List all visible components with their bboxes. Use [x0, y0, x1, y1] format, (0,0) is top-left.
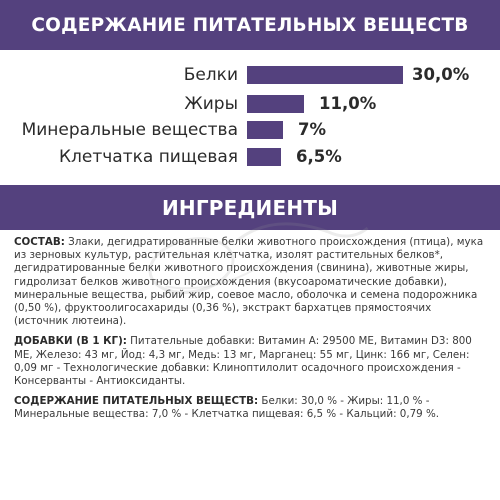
nutrient-label: Белки — [183, 65, 238, 85]
nutrient-content-paragraph — [14, 395, 488, 421]
nutrient-label: Клетчатка пищевая — [58, 147, 238, 167]
nutrient-row-minerals — [0, 117, 500, 143]
ingredients-title: ИНГРЕДИЕНТЫ — [161, 195, 339, 220]
nutrient-label: Минеральные вещества — [21, 120, 238, 140]
ingredients-text — [14, 236, 488, 429]
nutrient-value: 7% — [298, 120, 327, 139]
nutrient-row-fat — [0, 91, 500, 117]
nutrient-bar — [247, 121, 283, 139]
nutrient-content-label: СОДЕРЖАНИЕ ПИТАТЕЛЬНЫХ ВЕЩЕСТВ: — [14, 395, 259, 408]
nutrients-title: СОДЕРЖАНИЕ ПИТАТЕЛЬНЫХ ВЕЩЕСТВ — [31, 14, 469, 36]
additives-label: ДОБАВКИ (В 1 КГ): — [14, 335, 127, 348]
additives-paragraph — [14, 335, 488, 388]
composition-paragraph — [14, 236, 488, 328]
nutrient-row-protein — [0, 62, 500, 88]
nutrient-row-fiber — [0, 144, 500, 170]
nutrient-value: 6,5% — [296, 147, 342, 166]
ingredients-header — [0, 185, 500, 230]
composition-text: Злаки, дегидратированные белки животного происхождения (птица), мука из зерновых культур, растительная клетчатка, изолят растительных белков*, дегидратированные белки животного происхождения (свинина), животные жиры, гидролизат белков животного происхождения (вкусоароматические добавки), минеральные вещества, рыбий жир, соевое масло, оболочка и семена подорожника (0,50 %), фруктоолигосахариды (0,36 %), экстракт бархатцев прямостоячих (источник лютеина). — [14, 236, 484, 328]
nutrients-header — [0, 0, 500, 50]
nutrient-bar — [247, 66, 403, 84]
additives-text: Питательные добавки: Витамин А: 29500 МЕ, Витамин D3: 800 МЕ, Железо: 43 мг, Йод: 4,3 мг, Медь: 13 мг, Марганец: 55 мг, Цинк: 166 мг, Селен: 0,09 мг - Технологические добавки: Клиноптилолит осадочного происхождения - Консерванты - Антиоксиданты. — [14, 335, 472, 388]
nutrient-chart — [0, 50, 500, 185]
nutrient-bar — [247, 148, 281, 166]
nutrient-value: 30,0% — [412, 65, 470, 84]
composition-label: СОСТАВ: — [14, 236, 65, 248]
nutrient-value: 11,0% — [319, 94, 377, 113]
nutrient-bar — [247, 95, 304, 113]
nutrient-label: Жиры — [184, 94, 238, 114]
nutrient-content-text: Белки: 30,0 % - Жиры: 11,0 % - Минеральные вещества: 7,0 % - Клетчатка пищевая: 6,5 % - Кальций: 0,79 %. — [14, 395, 440, 421]
